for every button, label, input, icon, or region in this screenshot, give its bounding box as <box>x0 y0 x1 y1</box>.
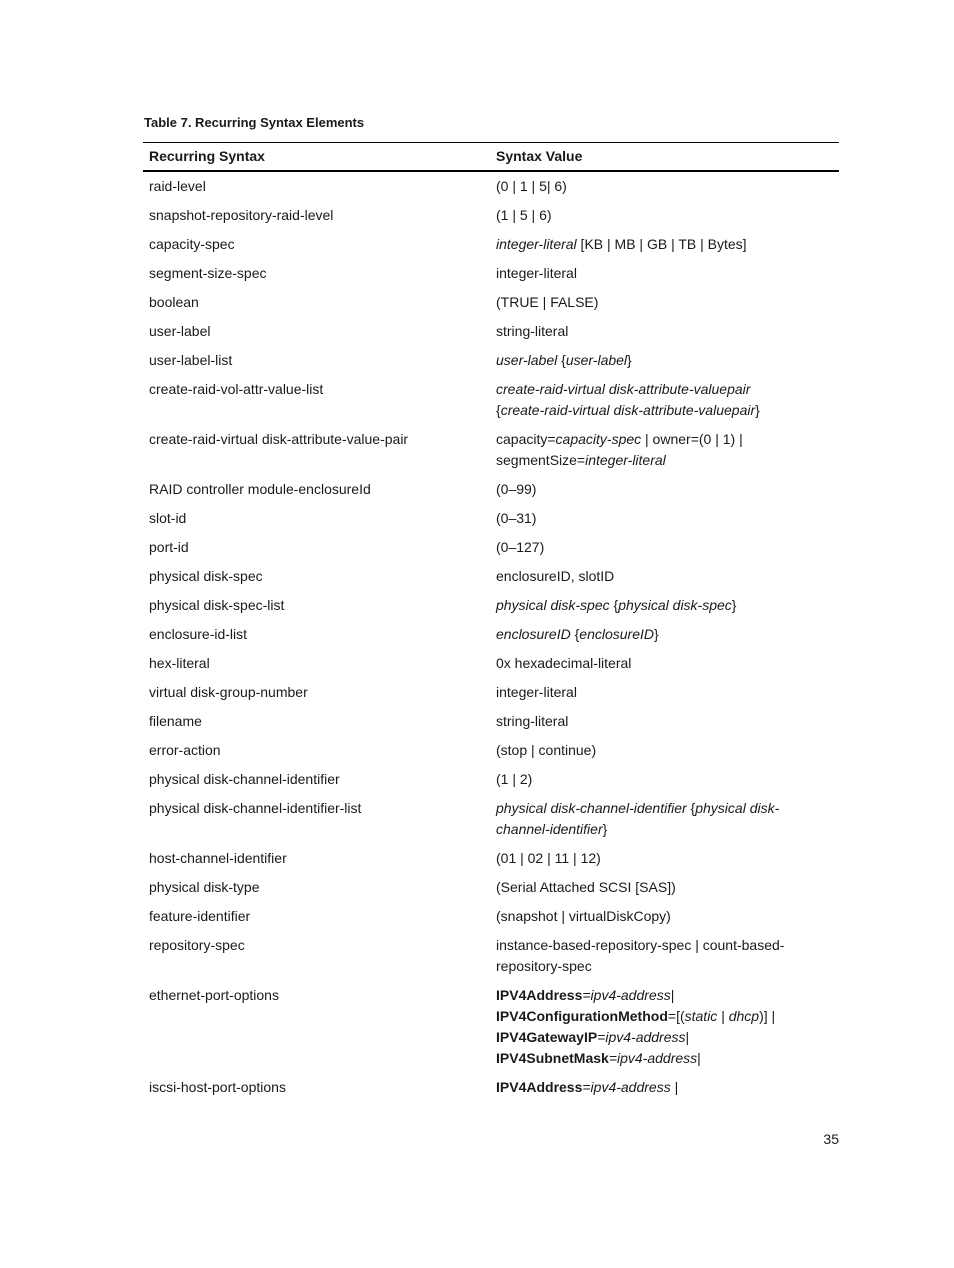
syntax-value-segment: =ipv4-address <box>597 1029 686 1045</box>
syntax-value-segment: } <box>653 626 659 642</box>
syntax-value-segment: (01 | 02 | 11 | 12) <box>496 850 601 866</box>
syntax-value-segment: repository-spec <box>496 958 592 974</box>
syntax-value-segment: | <box>697 1050 701 1066</box>
table-row <box>143 375 839 425</box>
syntax-value-segment: channel-identifier <box>496 821 603 837</box>
syntax-value-segment: physical disk-spec <box>618 597 732 613</box>
table-row <box>143 736 839 765</box>
table-row <box>143 981 839 1073</box>
syntax-value-segment: (1 | 2) <box>496 771 533 787</box>
syntax-value-cell <box>490 475 839 504</box>
syntax-value-segment: } <box>755 402 760 418</box>
syntax-value-segment: { <box>609 597 619 613</box>
syntax-value-segment: dhcp <box>728 1008 760 1024</box>
syntax-value-segment: enclosureID, slotID <box>496 568 615 584</box>
syntax-value-segment: } <box>731 597 737 613</box>
syntax-value-segment: { <box>570 626 580 642</box>
table-row <box>143 288 839 317</box>
syntax-value-segment: | <box>670 987 675 1003</box>
syntax-value-cell <box>490 201 839 230</box>
syntax-value-cell <box>490 375 839 425</box>
syntax-value-segment: { <box>496 402 501 418</box>
syntax-value-segment: IPV4SubnetMask <box>496 1050 609 1066</box>
syntax-value-segment: integer-literal <box>496 236 577 252</box>
syntax-value-cell <box>490 1073 839 1102</box>
recurring-syntax-cell: boolean <box>149 294 199 310</box>
syntax-value-cell <box>490 902 839 931</box>
syntax-value-segment: )] | <box>759 1008 776 1024</box>
recurring-syntax-cell: capacity-spec <box>149 236 235 252</box>
recurring-syntax-cell: port-id <box>149 539 189 555</box>
table-row <box>143 230 839 259</box>
syntax-value-segment: IPV4GatewayIP <box>496 1029 598 1045</box>
recurring-syntax-cell: filename <box>149 713 202 729</box>
table-row <box>143 902 839 931</box>
recurring-syntax-cell: enclosure-id-list <box>149 626 248 642</box>
syntax-value-segment: } <box>627 352 632 368</box>
table-row <box>143 317 839 346</box>
syntax-value-segment: [KB | MB | GB | TB | Bytes] <box>576 236 747 252</box>
table-row <box>143 425 839 475</box>
table-row <box>143 504 839 533</box>
syntax-value-segment: | <box>670 1079 679 1095</box>
syntax-value-cell <box>490 171 839 201</box>
recurring-syntax-cell: physical disk-spec <box>149 568 263 584</box>
syntax-value-segment: =[( <box>667 1008 685 1024</box>
recurring-syntax-cell: raid-level <box>149 178 206 194</box>
recurring-syntax-cell: hex-literal <box>149 655 210 671</box>
recurring-syntax-cell: physical disk-type <box>149 879 260 895</box>
syntax-value-segment: (Serial Attached SCSI [SAS]) <box>496 879 676 895</box>
syntax-value-segment: (1 | 5 | 6) <box>496 207 552 223</box>
syntax-value-segment: =ipv4-address <box>582 987 671 1003</box>
recurring-syntax-cell: physical disk-channel-identifier-list <box>149 800 362 816</box>
table-row <box>143 591 839 620</box>
table-row <box>143 562 839 591</box>
syntax-value-segment: (0–99) <box>496 481 537 497</box>
syntax-value-segment: =ipv4-address <box>582 1079 671 1095</box>
syntax-value-segment: 0x hexadecimal-literal <box>496 655 632 671</box>
recurring-syntax-cell: iscsi-host-port-options <box>149 1079 286 1095</box>
table-caption: Table 7. Recurring Syntax Elements <box>144 115 365 130</box>
recurring-syntax-cell: RAID controller module-enclosureId <box>149 481 371 497</box>
syntax-value-cell <box>490 620 839 649</box>
recurring-syntax-cell: snapshot-repository-raid-level <box>149 207 334 223</box>
syntax-value-cell <box>490 288 839 317</box>
syntax-value-segment: =ipv4-address <box>608 1050 698 1066</box>
syntax-value-segment: (0 | 1 | 5| 6) <box>496 178 567 194</box>
table-header-row <box>143 143 839 172</box>
syntax-value-segment: user-label <box>565 352 628 368</box>
syntax-value-segment: (snapshot | virtualDiskCopy) <box>496 908 671 924</box>
column-header-syntax-value: Syntax Value <box>490 143 839 172</box>
syntax-value-cell <box>490 649 839 678</box>
syntax-value-segment: | <box>685 1029 690 1045</box>
recurring-syntax-cell: feature-identifier <box>149 908 251 924</box>
syntax-value-segment: integer-literal <box>496 684 577 700</box>
syntax-value-cell <box>490 591 839 620</box>
table-row <box>143 707 839 736</box>
recurring-syntax-table <box>143 142 839 1102</box>
syntax-value-segment: physical disk-channel-identifier <box>496 800 687 816</box>
recurring-syntax-cell: ethernet-port-options <box>149 987 279 1003</box>
syntax-value-segment: enclosureID <box>496 626 571 642</box>
syntax-value-segment: | owner=(0 | 1) | <box>641 431 743 447</box>
syntax-value-segment: integer-literal <box>496 265 577 281</box>
syntax-value-cell <box>490 765 839 794</box>
syntax-value-segment: IPV4ConfigurationMethod <box>496 1008 668 1024</box>
syntax-value-cell <box>490 736 839 765</box>
table-body <box>143 171 839 1102</box>
table-row <box>143 873 839 902</box>
syntax-value-cell <box>490 562 839 591</box>
syntax-value-cell <box>490 981 839 1073</box>
syntax-value-cell <box>490 794 839 844</box>
table-row <box>143 620 839 649</box>
syntax-value-cell <box>490 504 839 533</box>
syntax-value-segment: physical disk-spec <box>496 597 610 613</box>
syntax-value-cell <box>490 230 839 259</box>
recurring-syntax-cell: create-raid-virtual disk-attribute-value-pair <box>149 431 409 447</box>
syntax-value-segment: | <box>717 1008 729 1024</box>
syntax-value-segment: IPV4Address <box>496 987 583 1003</box>
syntax-value-cell <box>490 346 839 375</box>
table-row <box>143 259 839 288</box>
syntax-value-segment: static <box>684 1008 718 1024</box>
table-row <box>143 931 839 981</box>
recurring-syntax-cell: create-raid-vol-attr-value-list <box>149 381 324 397</box>
column-header-recurring-syntax: Recurring Syntax <box>143 143 490 172</box>
table-row <box>143 1073 839 1102</box>
syntax-value-segment: (0–31) <box>496 510 537 526</box>
syntax-value-segment: (stop | continue) <box>496 742 597 758</box>
recurring-syntax-cell: user-label-list <box>149 352 233 368</box>
syntax-value-cell <box>490 317 839 346</box>
recurring-syntax-cell: slot-id <box>149 510 187 526</box>
table-row <box>143 475 839 504</box>
recurring-syntax-cell: physical disk-channel-identifier <box>149 771 340 787</box>
table-row <box>143 794 839 844</box>
syntax-value-segment: enclosureID <box>579 626 654 642</box>
syntax-value-segment: capacity= <box>496 431 556 447</box>
syntax-value-segment: physical disk- <box>695 800 780 816</box>
syntax-value-cell <box>490 844 839 873</box>
syntax-value-segment: segmentSize= <box>496 452 586 468</box>
syntax-value-segment: IPV4Address <box>496 1079 583 1095</box>
syntax-value-segment: create-raid-virtual disk-attribute-valuepair <box>496 381 751 397</box>
recurring-syntax-cell: error-action <box>149 742 221 758</box>
syntax-value-segment: string-literal <box>496 713 569 729</box>
syntax-value-segment: (TRUE | FALSE) <box>496 294 599 310</box>
syntax-value-segment: integer-literal <box>585 452 666 468</box>
syntax-value-cell <box>490 259 839 288</box>
syntax-value-cell <box>490 707 839 736</box>
table-row <box>143 201 839 230</box>
table-row <box>143 844 839 873</box>
table-row <box>143 678 839 707</box>
syntax-value-cell <box>490 931 839 981</box>
syntax-value-segment: string-literal <box>496 323 569 339</box>
table-row <box>143 649 839 678</box>
syntax-value-cell <box>490 873 839 902</box>
syntax-value-segment: { <box>686 800 696 816</box>
table-row <box>143 346 839 375</box>
syntax-value-cell <box>490 678 839 707</box>
syntax-value-segment: instance-based-repository-spec | count-based- <box>496 937 785 953</box>
syntax-value-segment: capacity-spec <box>555 431 642 447</box>
recurring-syntax-cell: repository-spec <box>149 937 245 953</box>
recurring-syntax-cell: segment-size-spec <box>149 265 267 281</box>
syntax-value-segment: { <box>557 352 566 368</box>
page-number: 35 <box>823 1131 839 1147</box>
table-row <box>143 533 839 562</box>
recurring-syntax-cell: host-channel-identifier <box>149 850 287 866</box>
recurring-syntax-cell: virtual disk-group-number <box>149 684 308 700</box>
syntax-value-segment: user-label <box>496 352 558 368</box>
syntax-value-segment: create-raid-virtual disk-attribute-valuepair <box>500 402 756 418</box>
table-row <box>143 171 839 201</box>
recurring-syntax-cell: physical disk-spec-list <box>149 597 285 613</box>
syntax-value-segment: } <box>602 821 608 837</box>
syntax-value-cell <box>490 533 839 562</box>
syntax-value-cell <box>490 425 839 475</box>
recurring-syntax-cell: user-label <box>149 323 211 339</box>
table-row <box>143 765 839 794</box>
syntax-value-segment: (0–127) <box>496 539 545 555</box>
